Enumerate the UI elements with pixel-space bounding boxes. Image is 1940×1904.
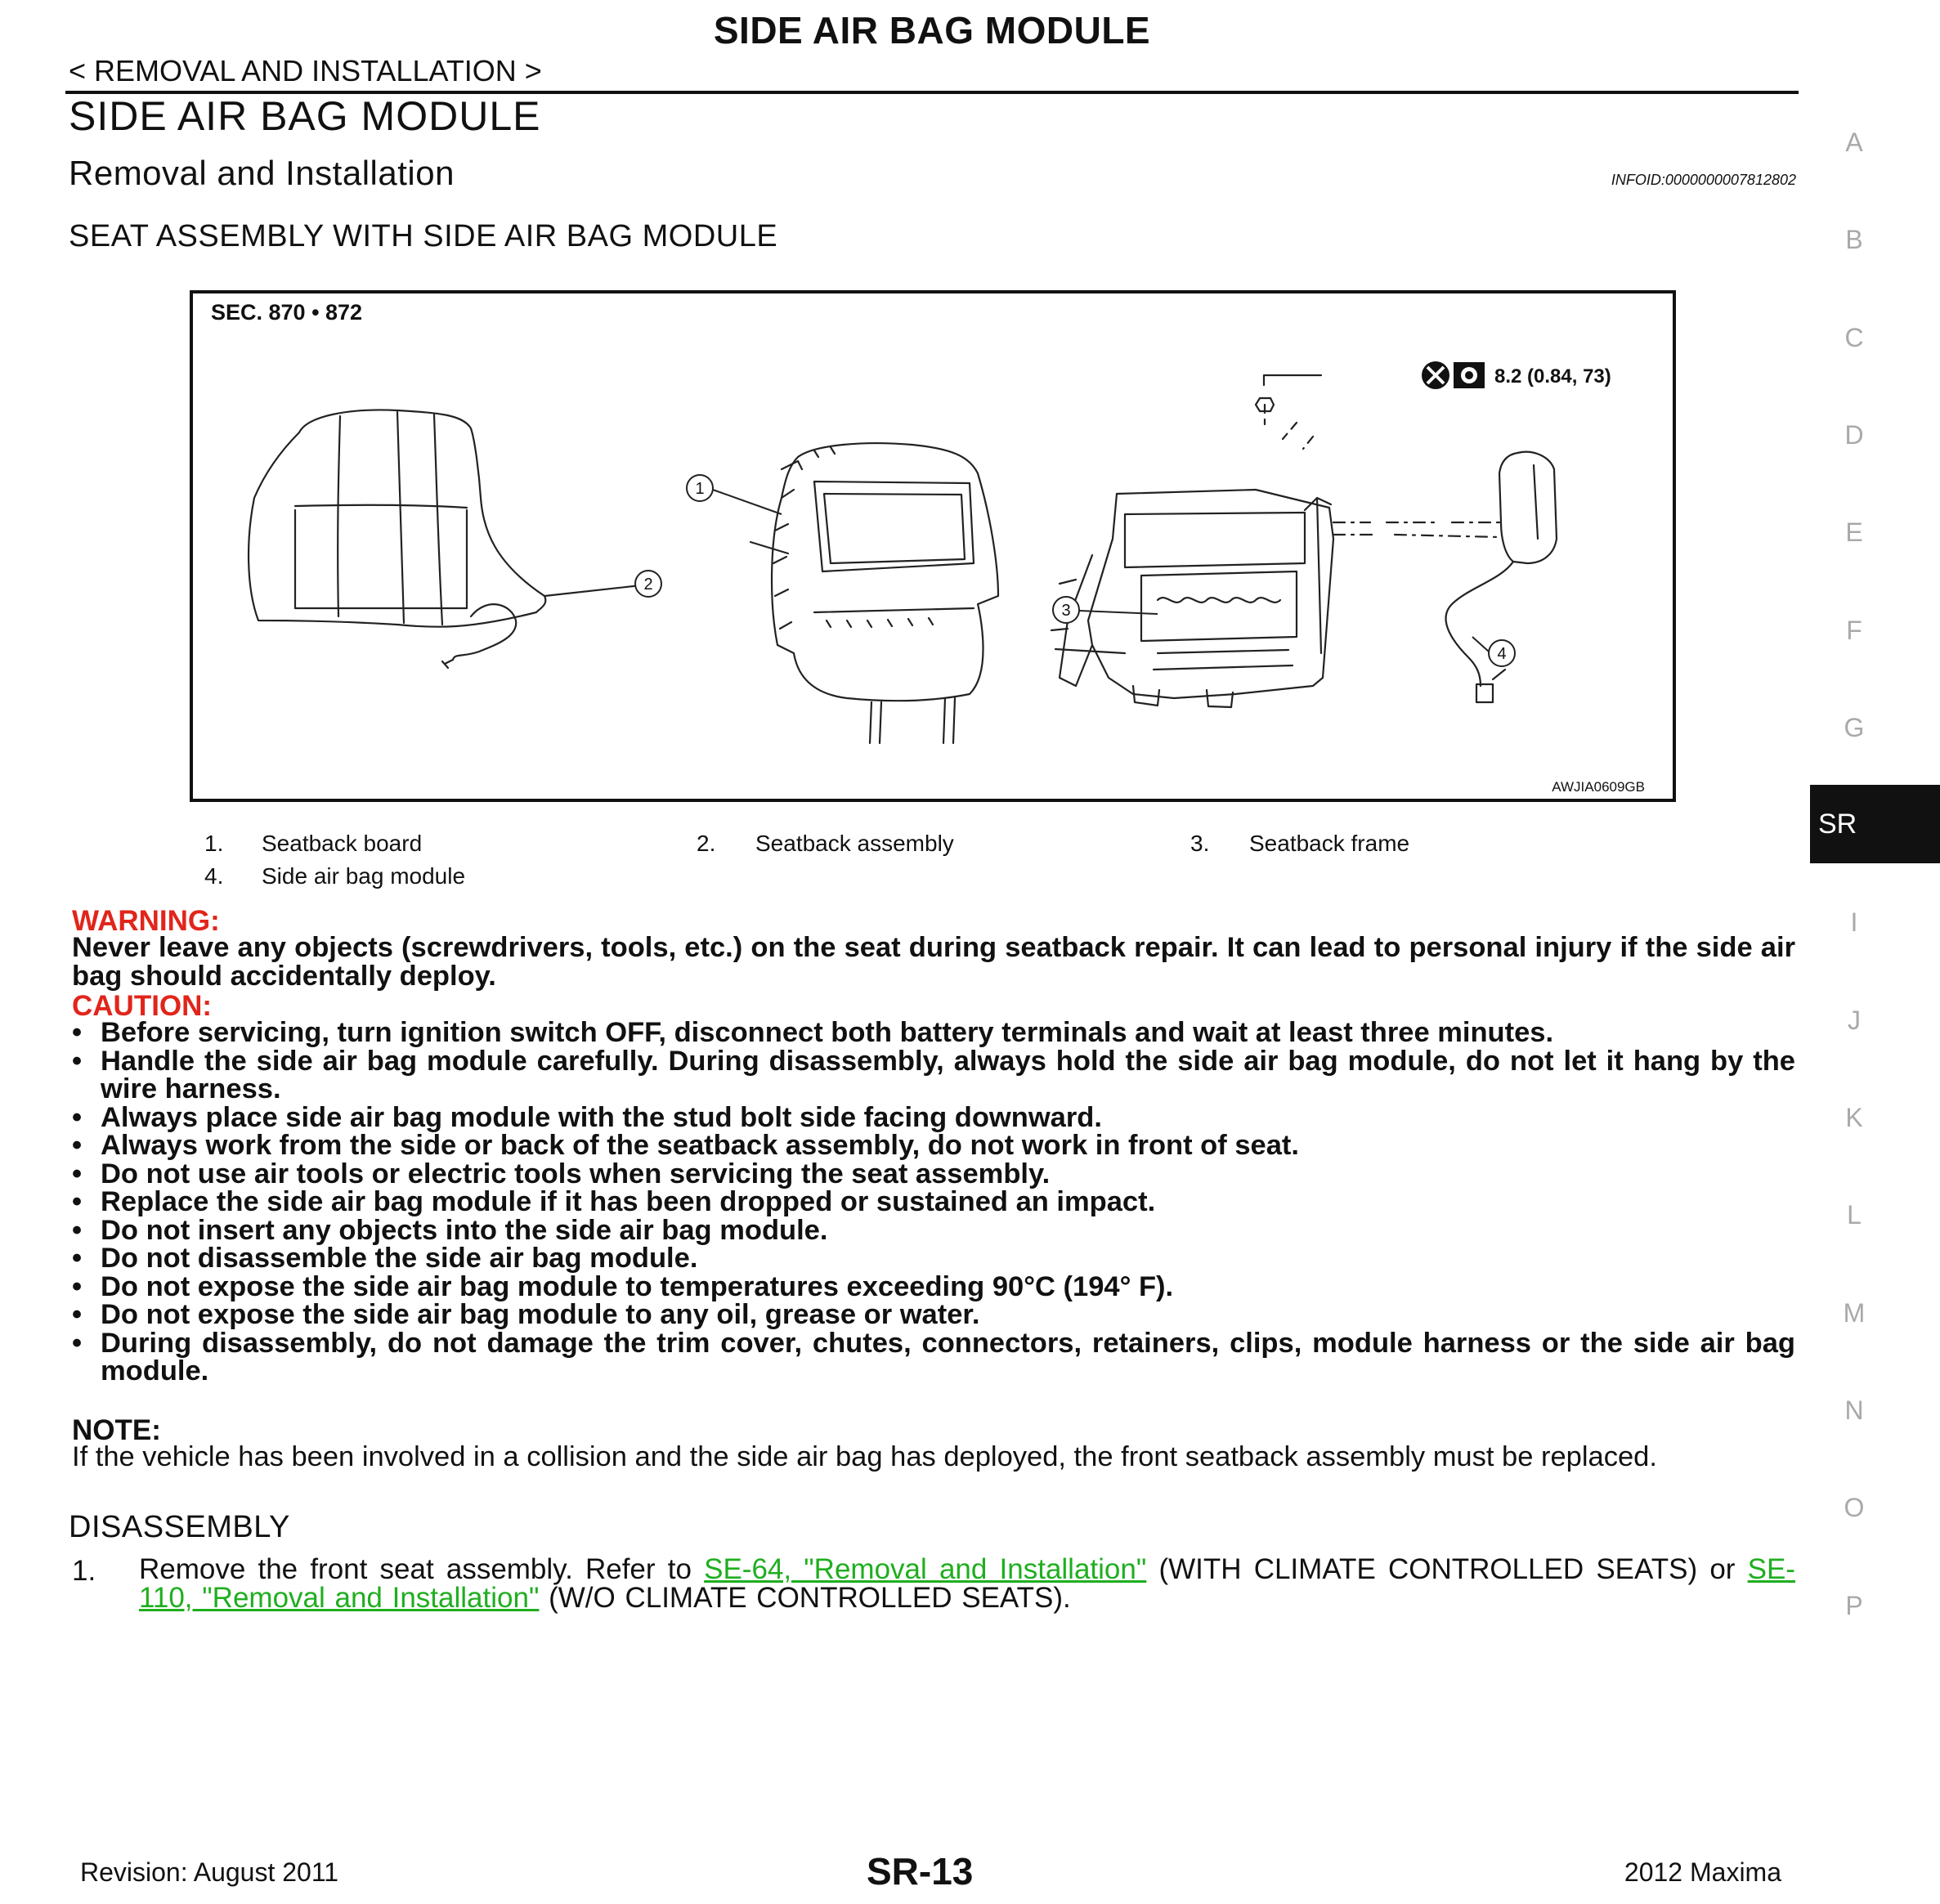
section-title: SIDE AIR BAG MODULE bbox=[69, 93, 541, 139]
seatback-cover-outline bbox=[249, 410, 545, 626]
caution-item: • Always place side air bag module with the stud bolt side facing downward. bbox=[72, 1104, 1795, 1132]
legend-num-4: 4. bbox=[204, 863, 224, 889]
warning-text: Never leave any objects (screwdrivers, tools, etc.) on the seat during seatback repair. It can lead to personal injury if the side air bag should accidentally deploy. bbox=[72, 932, 1795, 992]
side-index-c[interactable]: C bbox=[1844, 323, 1864, 352]
legend-label-2: Seatback assembly bbox=[755, 831, 954, 856]
footer-revision: Revision: August 2011 bbox=[80, 1857, 339, 1887]
legend-num-2: 2. bbox=[697, 831, 716, 856]
legend-num-1: 1. bbox=[204, 831, 224, 856]
caution-label: CAUTION: bbox=[72, 990, 213, 1022]
caution-item: • Replace the side air bag module if it has been dropped or sustained an impact. bbox=[72, 1188, 1795, 1216]
side-index-n[interactable]: N bbox=[1844, 1396, 1864, 1425]
side-index-e[interactable]: E bbox=[1845, 517, 1863, 547]
side-index-sr-active[interactable]: SR bbox=[1810, 785, 1940, 863]
side-index-a[interactable]: A bbox=[1845, 128, 1863, 157]
breadcrumb: < REMOVAL AND INSTALLATION > bbox=[69, 54, 542, 87]
side-index-l[interactable]: L bbox=[1847, 1200, 1862, 1230]
caution-item: • During disassembly, do not damage the trim cover, chutes, connectors, retainers, clips, module harness or the side air bag module. bbox=[72, 1329, 1795, 1386]
link-se-64[interactable]: SE-64, "Removal and Installation" bbox=[704, 1553, 1147, 1585]
side-index-b[interactable]: B bbox=[1845, 225, 1863, 254]
caution-item: • Before servicing, turn ignition switch OFF, disconnect both battery terminals and wait at least three minutes. bbox=[72, 1019, 1795, 1047]
caution-item: • Always work from the side or back of the seatback assembly, do not work in front of seat. bbox=[72, 1131, 1795, 1160]
side-index-m[interactable]: M bbox=[1843, 1298, 1866, 1328]
callout-4: 4 bbox=[1497, 645, 1507, 663]
legend-label-1: Seatback board bbox=[262, 831, 423, 856]
step-text-part: Remove the front seat assembly. Refer to bbox=[139, 1553, 692, 1585]
callout-3: 3 bbox=[1061, 602, 1071, 620]
section-subtitle: Removal and Installation bbox=[69, 154, 455, 192]
caution-item: • Do not expose the side air bag module to any oil, grease or water. bbox=[72, 1301, 1795, 1329]
callout-2: 2 bbox=[643, 576, 653, 594]
page-title: SIDE AIR BAG MODULE bbox=[713, 9, 1151, 52]
legend-label-4: Side air bag module bbox=[262, 863, 466, 889]
link-se-110[interactable]: SE-110, "Removal and Installation" bbox=[139, 1553, 1795, 1614]
step-text-part: (WITH CLIMATE CONTROLLED SEATS) or bbox=[1158, 1553, 1736, 1585]
caution-item: • Do not insert any objects into the side air bag module. bbox=[72, 1216, 1795, 1245]
side-air-bag-module-outline bbox=[1499, 452, 1557, 563]
side-index-k[interactable]: K bbox=[1845, 1103, 1863, 1132]
caution-item: • Do not expose the side air bag module to temperatures exceeding 90°C (194° F). bbox=[72, 1273, 1795, 1301]
footer-model: 2012 Maxima bbox=[1624, 1857, 1781, 1887]
footer-page-number: SR-13 bbox=[867, 1850, 974, 1893]
caution-list bbox=[72, 1019, 1795, 1386]
subsection-title: SEAT ASSEMBLY WITH SIDE AIR BAG MODULE bbox=[69, 219, 778, 253]
note-text: If the vehicle has been involved in a collision and the side air bag has deployed, the front seatback assembly must be replaced. bbox=[72, 1441, 1657, 1472]
no-reuse-icon bbox=[1422, 361, 1449, 389]
side-index-p[interactable]: P bbox=[1845, 1591, 1863, 1620]
side-index-g[interactable]: G bbox=[1844, 713, 1865, 742]
caution-item: • Do not disassemble the side air bag module. bbox=[72, 1244, 1795, 1273]
step-number: 1. bbox=[72, 1555, 96, 1587]
torque-wrench-icon bbox=[1454, 362, 1485, 388]
side-index-j[interactable]: J bbox=[1848, 1006, 1861, 1035]
side-index-d[interactable]: D bbox=[1844, 420, 1864, 450]
note-label: NOTE: bbox=[72, 1414, 161, 1446]
figure-code: AWJIA0609GB bbox=[1552, 779, 1645, 795]
step-text bbox=[139, 1555, 1795, 1612]
side-index-f[interactable]: F bbox=[1846, 616, 1862, 645]
callout-1: 1 bbox=[695, 480, 705, 498]
figure-section-ref: SEC. 870 • 872 bbox=[211, 300, 363, 325]
side-index-i[interactable]: I bbox=[1850, 907, 1858, 937]
legend-num-3: 3. bbox=[1190, 831, 1210, 856]
torque-value: 8.2 (0.84, 73) bbox=[1494, 365, 1611, 388]
legend-label-3: Seatback frame bbox=[1249, 831, 1410, 856]
seat-diagram-illustration bbox=[193, 293, 1673, 799]
caution-item: • Handle the side air bag module carefully. During disassembly, always hold the side air bag module, do not let it hang by the wire harness. bbox=[72, 1047, 1795, 1104]
step-text-part: (W/O CLIMATE CONTROLLED SEATS). bbox=[549, 1582, 1071, 1614]
info-id: INFOID:0000000007812802 bbox=[1611, 172, 1796, 188]
exploded-diagram bbox=[190, 290, 1676, 802]
disassembly-title: DISASSEMBLY bbox=[69, 1510, 290, 1544]
caution-item: • Do not use air tools or electric tools when servicing the seat assembly. bbox=[72, 1160, 1795, 1189]
side-index-o[interactable]: O bbox=[1844, 1493, 1865, 1522]
warning-label: WARNING: bbox=[72, 905, 220, 937]
